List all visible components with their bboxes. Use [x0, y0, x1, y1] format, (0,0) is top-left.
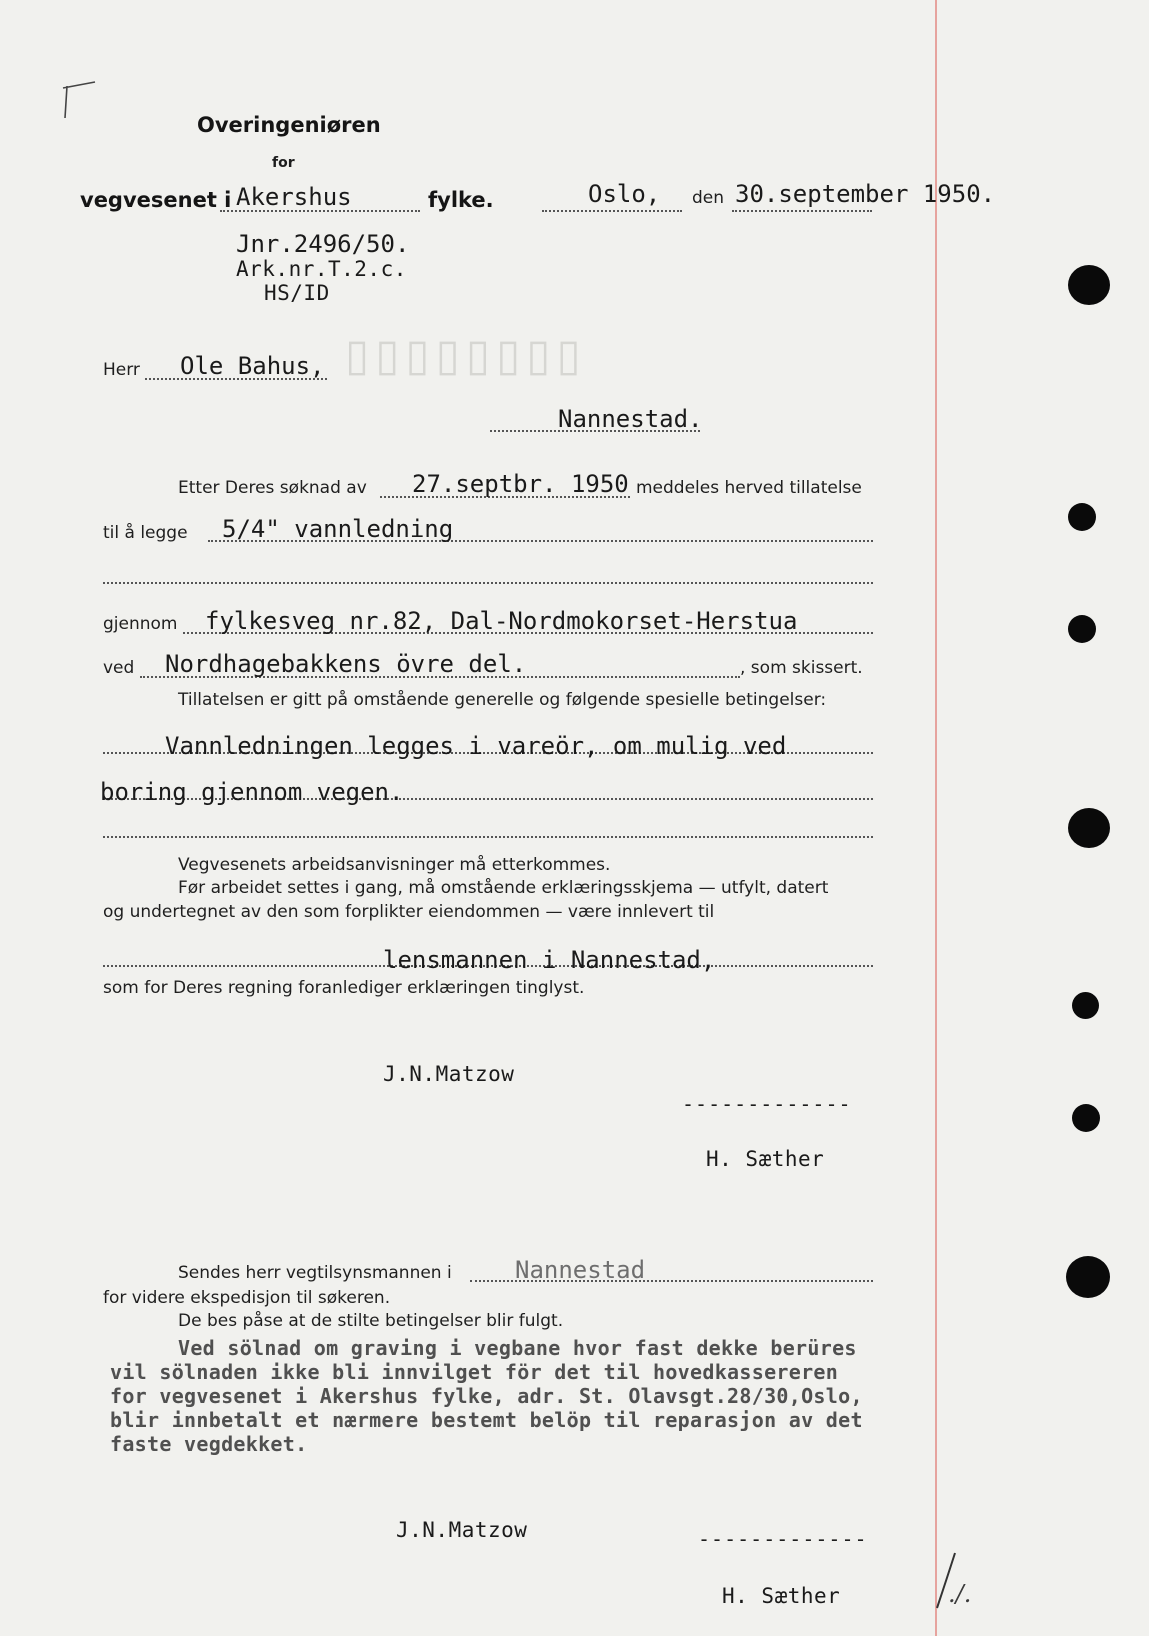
instructions-line-3: og undertegnet av den som forplikter eiendommen — være innlevert til — [103, 902, 715, 922]
date-dotline — [732, 210, 872, 212]
signature-right-2: H. Sæther — [722, 1584, 841, 1608]
forwarding-line-2: for videre ekspedisjon til søkeren. — [103, 1288, 391, 1308]
letter-date: 30.september 1950. — [735, 180, 996, 208]
office-prefix: vegvesenet i — [80, 188, 232, 212]
margin-line — [935, 0, 937, 1636]
punch-hole-4 — [1068, 808, 1110, 848]
conditions-intro: Tillatelsen er gitt på omstående generelle og følgende spesielle betingelser: — [178, 690, 827, 710]
forwarding-line-1: Sendes herr vegtilsynsmannen i — [178, 1263, 452, 1283]
location-text: Nordhagebakkens övre del. — [165, 650, 527, 678]
location-prefix: ved — [103, 658, 135, 678]
recipient: lensmannen i Nannestad, — [383, 946, 716, 974]
addressee-name: Ole Bahus, — [180, 352, 325, 380]
forwarding-line-3: De bes påse at de stilte betingelser blir fulgt. — [178, 1311, 564, 1331]
place-dotline — [542, 210, 682, 212]
place2-dotline — [490, 430, 700, 432]
pencil-mark-icon — [55, 60, 115, 120]
note-line-1: Ved sölnad om graving i vegbane hvor fast dekke berüres — [178, 1336, 857, 1360]
note-line-5: faste vegdekket. — [110, 1432, 308, 1456]
route-text: fylkesveg nr.82, Dal-Nordmokorset-Herstua — [205, 607, 798, 635]
instructions-line-2: Før arbeidet settes i gang, må omstående erklæringsskjema — utfylt, datert — [178, 878, 829, 898]
route-prefix: gjennom — [103, 614, 178, 634]
punch-hole-bottom-large — [1066, 1256, 1110, 1298]
signature-dash-1: ------------- — [682, 1092, 852, 1116]
punch-hole-1 — [1068, 265, 1110, 305]
salutation: Herr — [103, 360, 140, 380]
addressee-place: Nannestad. — [558, 405, 703, 433]
signature-left-2: J.N.Matzow — [396, 1518, 528, 1542]
application-date: 27.septbr. 1950 — [412, 470, 629, 498]
note-line-3: for vegvesenet i Akershus fylke, adr. St. Olavsgt.28/30,Oslo, — [110, 1384, 863, 1408]
journal-number: Jnr.2496/50. — [236, 230, 410, 258]
office-for: for — [272, 155, 295, 171]
condition-dotline-3 — [103, 836, 873, 838]
instructions-line-4: som for Deres regning foranlediger erklæringen tinglyst. — [103, 978, 585, 998]
instructions-line-1: Vegvesenets arbeidsanvisninger må etterkommes. — [178, 855, 611, 875]
punch-hole-5 — [1072, 992, 1099, 1019]
date-prefix: den — [692, 188, 725, 208]
punch-hole-3 — [1068, 615, 1096, 643]
signature-left-1: J.N.Matzow — [383, 1062, 515, 1086]
district-name: Nannestad — [515, 1256, 646, 1284]
blank-dotline-1 — [103, 582, 873, 584]
archive-number: Ark.nr.T.2.c. — [236, 257, 407, 281]
application-prefix: Etter Deres søknad av — [178, 478, 367, 498]
letter-place: Oslo, — [588, 180, 661, 208]
punch-hole-2 — [1068, 503, 1096, 531]
punch-hole-6 — [1072, 1104, 1100, 1132]
county-dotline — [220, 210, 420, 212]
purpose-text: 5/4" vannledning — [222, 515, 454, 543]
handwritten-mark: ./. — [948, 1580, 972, 1608]
initials: HS/ID — [264, 281, 330, 305]
condition-line-1: Vannledningen legges i vareör, om mulig ved — [165, 732, 787, 760]
application-suffix: meddeles herved tillatelse — [636, 478, 862, 498]
note-line-4: blir innbetalt et nærmere bestemt belöp til reparasjon av det — [110, 1408, 863, 1432]
purpose-prefix: til å legge — [103, 523, 188, 543]
note-line-2: vil sölnaden ikke bli innvilget för det til hovedkassereren — [110, 1360, 839, 1384]
county-name: Akershus — [236, 183, 352, 211]
condition-line-2: boring gjennom vegen. — [100, 778, 404, 806]
office-suffix: fylke. — [428, 188, 494, 212]
bleed-through-heading: ▯▯▯▯▯▯▯▯ — [345, 330, 587, 381]
location-suffix: , som skissert. — [740, 658, 863, 678]
signature-right-1: H. Sæther — [706, 1147, 825, 1171]
office-title: Overingeniøren — [197, 113, 381, 137]
signature-dash-2: ------------- — [698, 1527, 868, 1551]
handwritten-stroke-icon — [925, 1548, 975, 1618]
